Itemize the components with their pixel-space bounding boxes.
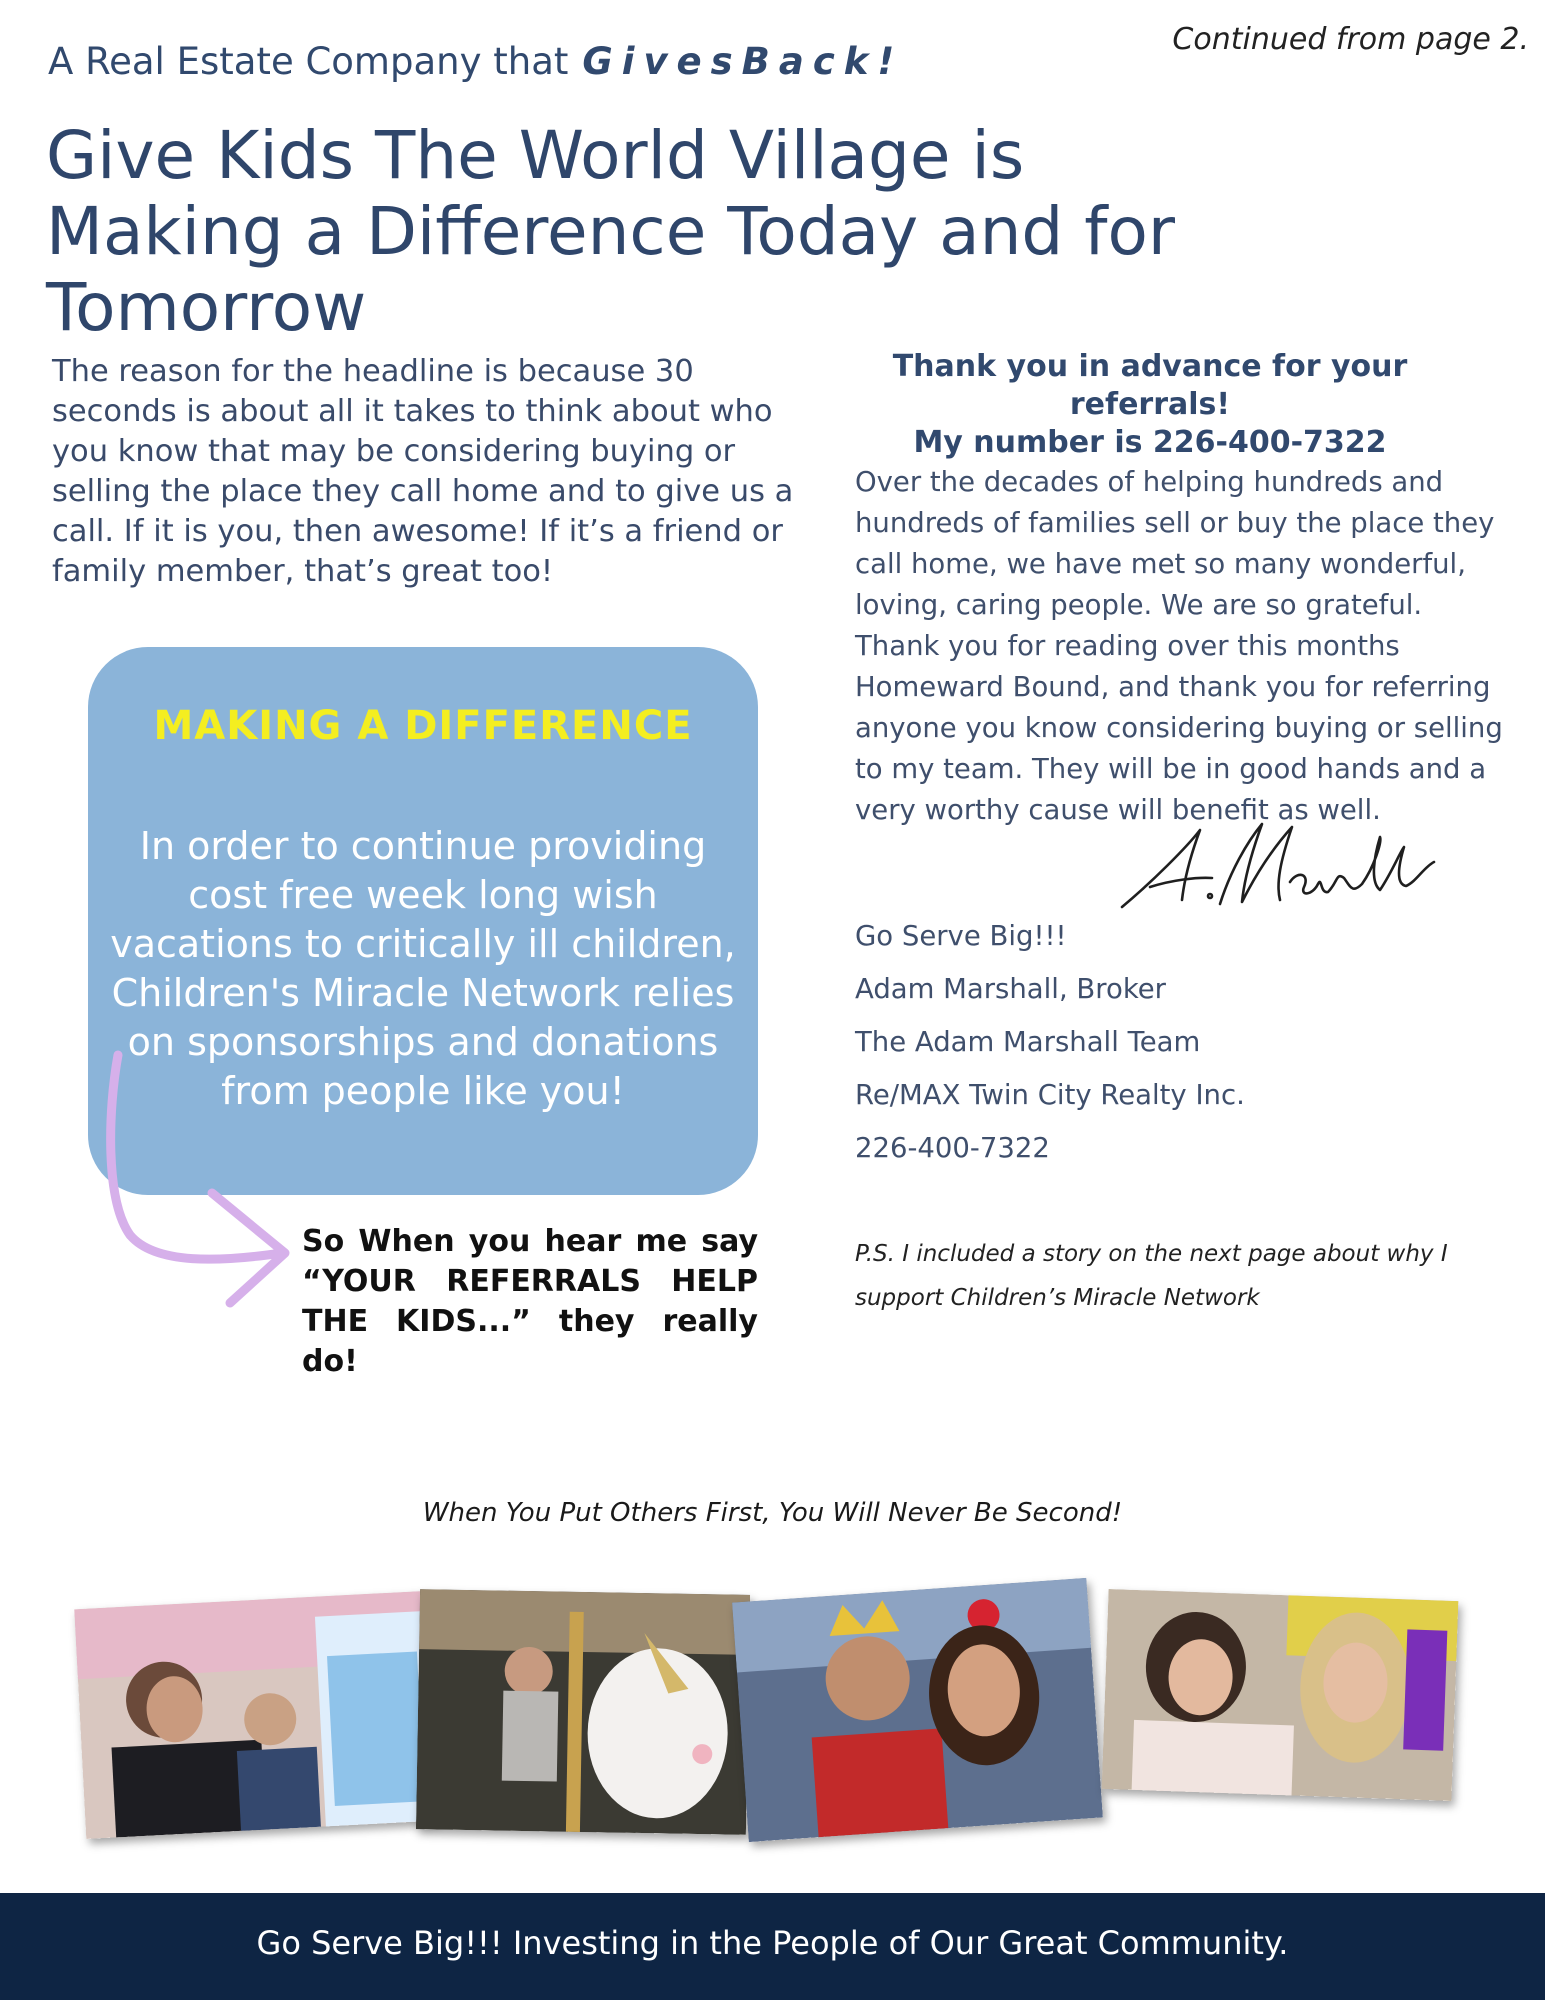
referrals-help-kids-note: So When you hear me say “YOUR REFERRALS HELP THE KIDS...” they really do!: [302, 1224, 758, 1379]
tagline-prefix: A Real Estate Company that: [48, 40, 569, 83]
callout-text: In order to continue providing cost free week long wish vacations to critically ill children, Children's Miracle Network relies on sponsorships and donations from people like you!: [110, 824, 736, 1113]
thanks-line-1: Thank you in advance for your referrals!: [892, 349, 1408, 422]
continued-note: Continued from page 2.: [1172, 22, 1529, 57]
photo-painting-activity: [74, 1591, 436, 1839]
tagline-emphasis: GivesBack!: [582, 40, 904, 83]
motto: When You Put Others First, You Will Never Be Second!: [422, 1498, 1123, 1528]
letter-body: Over the decades of helping hundreds and hundreds of families sell or buy the place they call home, we have met so many wonderful, loving, caring people. We are so grateful. Thank you for reading over this months Homeward Bound, and thank you for referring anyone you know considering buying or selling to my team. They will be in good hands and a very worthy cause will benefit as well.: [855, 466, 1503, 826]
signer-name: Adam Marshall, Broker: [855, 973, 1166, 1005]
photo-carousel-unicorn: [416, 1589, 750, 1835]
postscript: P.S. I included a story on the next page about why I support Children’s Miracle Network: [855, 1241, 1448, 1311]
thank-you-heading: [830, 348, 1470, 462]
company-name: Re/MAX Twin City Realty Inc.: [855, 1079, 1245, 1111]
team-name: The Adam Marshall Team: [855, 1026, 1201, 1058]
sign-off: Go Serve Big!!!: [855, 920, 1067, 952]
phone-number: 226-400-7322: [855, 1132, 1050, 1164]
intro-paragraph: The reason for the headline is because 30 seconds is about all it takes to think about who you know that may be considering buying or selling the place they call home and to give us a call. If it is you, then awesome! If it’s a friend or family member, that’s great too!: [52, 354, 794, 589]
footer-banner: [0, 1893, 1545, 2000]
photo-girl-laughing: [1102, 1589, 1459, 1801]
handwritten-signature: [1112, 812, 1442, 922]
curved-arrow-icon: [100, 1050, 300, 1315]
page-headline: Give Kids The World Village is Making a Difference Today and for Tomorrow: [46, 117, 1176, 346]
thanks-line-2: My number is 226-400-7322: [913, 425, 1387, 460]
photo-boy-with-crown: [732, 1578, 1103, 1842]
footer-text: Go Serve Big!!! Investing in the People of Our Great Community.: [256, 1924, 1289, 1962]
callout-title: MAKING A DIFFERENCE: [153, 703, 693, 749]
tagline: [48, 40, 903, 83]
signature-block: [855, 916, 1245, 1181]
